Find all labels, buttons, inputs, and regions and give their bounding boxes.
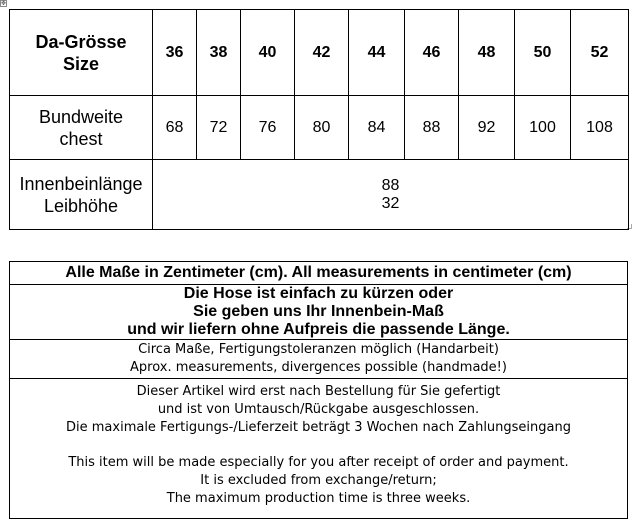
- size-cell: 46: [405, 10, 459, 96]
- waist-cell: 80: [295, 96, 349, 160]
- waist-row: [10, 96, 629, 160]
- hose-note: Die Hose ist einfach zu kürzen oder Sie geben uns Ihr Innenbein-Maß und wir liefern ohne Aufpreis die passende Länge.: [10, 285, 628, 340]
- artikel-note: Dieser Artikel wird erst nach Bestellung für Sie gefertigt und ist von Umtausch/Rückgabe ausgeschlossen. Die maximale Fertigungs-/Lieferzeit beträgt 3 Wochen nach Zahlungseingang This item will be made especially for you after receipt of order and payment. It is excluded from exchange/return; The maximum production time is three weeks.: [10, 379, 628, 519]
- inseam-row: [10, 160, 629, 230]
- info-title-row: [10, 262, 628, 285]
- inseam-value-cell: [153, 160, 629, 230]
- waist-cell: 108: [571, 96, 629, 160]
- info-table: [9, 261, 628, 519]
- waist-cell: 100: [515, 96, 571, 160]
- inseam-value: 88: [381, 176, 400, 194]
- size-cell: 44: [349, 10, 405, 96]
- size-header-row: [10, 10, 629, 96]
- table-move-handle-icon[interactable]: ✥: [1, 1, 7, 7]
- waist-cell: 72: [197, 96, 241, 160]
- waist-label: Bundweite chest: [10, 96, 153, 160]
- inseam-label: Innenbeinlänge Leibhöhe: [10, 160, 153, 230]
- circa-note: Circa Maße, Fertigungstoleranzen möglich (Handarbeit) Aprox. measurements, divergences possible (handmade!): [10, 340, 628, 379]
- waist-cell: 68: [153, 96, 197, 160]
- waist-cell: 88: [405, 96, 459, 160]
- size-header-label: Da-Grösse Size: [10, 10, 153, 96]
- size-cell: 52: [571, 10, 629, 96]
- blank-line: [10, 437, 627, 454]
- hose-row: [10, 285, 628, 340]
- waist-cell: 92: [459, 96, 515, 160]
- size-cell: 48: [459, 10, 515, 96]
- rise-value: 32: [381, 194, 400, 212]
- artikel-row: [10, 379, 628, 519]
- circa-row: [10, 340, 628, 379]
- size-cell: 50: [515, 10, 571, 96]
- size-cell: 40: [241, 10, 295, 96]
- size-cell: 36: [153, 10, 197, 96]
- size-cell: 38: [197, 10, 241, 96]
- measurements-title: Alle Maße in Zentimeter (cm). All measurements in centimeter (cm): [10, 262, 628, 285]
- size-cell: 42: [295, 10, 349, 96]
- waist-cell: 84: [349, 96, 405, 160]
- size-table: [9, 9, 629, 230]
- waist-cell: 76: [241, 96, 295, 160]
